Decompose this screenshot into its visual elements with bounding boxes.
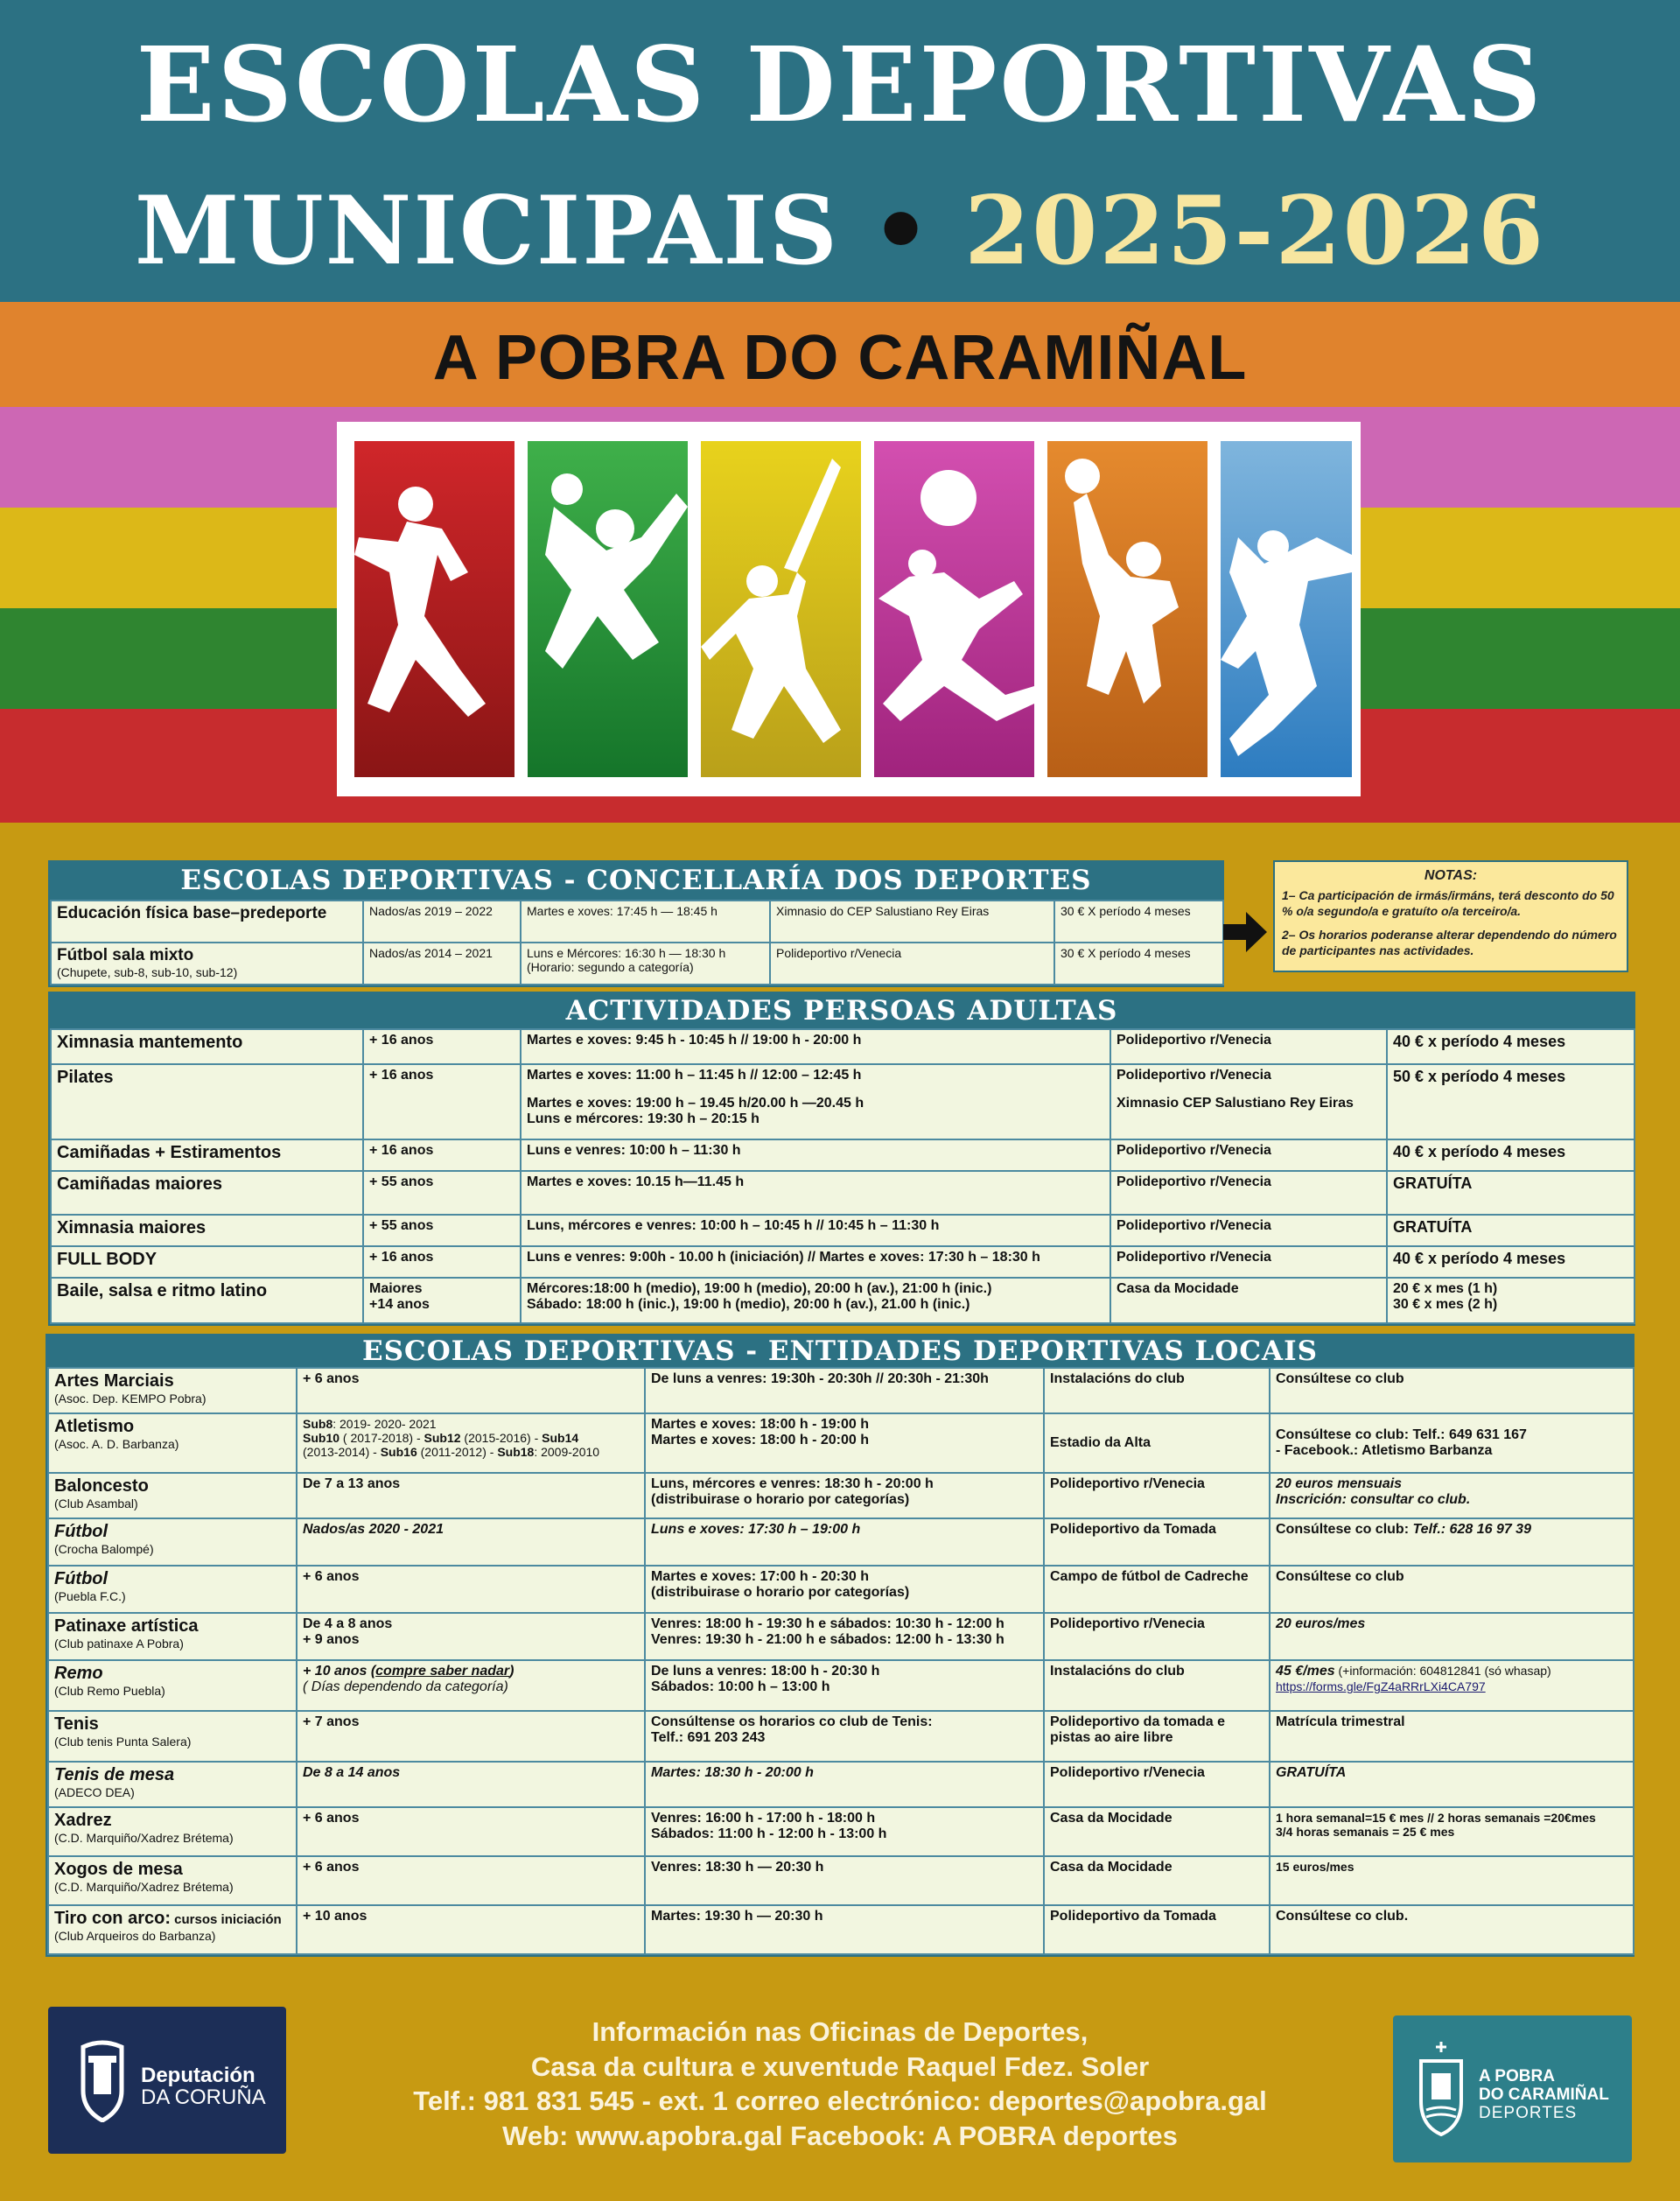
club-schedule bbox=[645, 1566, 1044, 1613]
schedule-line: Martes e xoves: 17:00 h - 20:30 h bbox=[651, 1569, 870, 1584]
deputacion-text bbox=[141, 2064, 266, 2108]
ages-line bbox=[303, 1664, 639, 1679]
schedule-line: Martes e xoves: 18:00 h - 20:00 h bbox=[651, 1433, 870, 1448]
notes-box bbox=[1273, 860, 1628, 972]
activity-name-text: Fútbol sala mixto bbox=[57, 946, 194, 964]
arrow-right-icon bbox=[1223, 912, 1267, 952]
activity-place: Polideportivo r/Venecia bbox=[770, 943, 1054, 985]
ages-value: : 2019- 2020- 2021 bbox=[332, 1417, 437, 1431]
table-row bbox=[48, 1711, 1634, 1762]
club-schedule bbox=[645, 1473, 1044, 1518]
sports-silhouettes-image bbox=[337, 422, 1361, 796]
schedule-line bbox=[527, 1083, 1104, 1096]
adult-activities-table bbox=[50, 1028, 1635, 1324]
info-price: 45 €/mes bbox=[1276, 1664, 1335, 1679]
table-row bbox=[48, 1856, 1634, 1905]
schedule-line: (distribuirase o horario por categorías) bbox=[651, 1492, 910, 1508]
place-line: Polideportivo r/Venecia bbox=[1116, 1033, 1271, 1048]
table-row bbox=[51, 943, 1223, 985]
table-row bbox=[48, 1905, 1634, 1954]
ages-line: + 9 anos bbox=[303, 1632, 360, 1648]
ages-value: (2015-2016) - bbox=[460, 1431, 542, 1446]
club-ages: De 8 a 14 anos bbox=[297, 1762, 645, 1807]
schedule-line: Luns e venres: 9:00h - 10.00 h (iniciación) // Martes e xoves: 17:30 h – 18:30 h bbox=[527, 1250, 1040, 1265]
club-name: (Puebla F.C.) bbox=[54, 1589, 126, 1603]
ages-line bbox=[303, 1445, 639, 1459]
price-line: 30 € x mes (2 h) bbox=[1393, 1297, 1498, 1312]
schedule-line: Martes e xoves: 9:45 h - 10:45 h // 19:00 h - 20:00 h bbox=[527, 1033, 862, 1048]
club-info bbox=[1270, 1413, 1634, 1473]
ages-value: : 2009-2010 bbox=[534, 1445, 600, 1460]
place-line bbox=[1116, 1083, 1381, 1096]
ages-value: (2013-2014) - bbox=[303, 1445, 381, 1460]
note-1: 1– Ca participación de irmás/irmáns, terá desconto do 50 % o/a segundo/a e gratuíto o/a terceiro/a. bbox=[1282, 888, 1614, 918]
schedule-line: Martes e xoves: 10.15 h—11.45 h bbox=[527, 1174, 745, 1189]
footer-contact-info bbox=[332, 2015, 1348, 2154]
footer-line1: Información nas Oficinas de Deportes, bbox=[592, 2016, 1088, 2047]
ages-value: (2011-2012) - bbox=[416, 1445, 498, 1460]
section-title-municipal: ESCOLAS DEPORTIVAS - CONCELLARÍA DOS DEPORTES bbox=[50, 862, 1222, 900]
activity-name: Tiro con arco: bbox=[54, 1909, 171, 1928]
info-line: - Facebook.: Atletismo Barbanza bbox=[1276, 1443, 1493, 1458]
activity-place bbox=[1110, 1215, 1387, 1246]
club-activity bbox=[48, 1413, 297, 1473]
club-activity bbox=[48, 1905, 297, 1954]
club-place: Polideportivo da Tomada bbox=[1044, 1905, 1270, 1954]
schedule-line: Martes e xoves: 18:00 h - 19:00 h bbox=[651, 1417, 870, 1432]
place-line: Polideportivo r/Venecia bbox=[1116, 1250, 1271, 1265]
activity-place bbox=[1110, 1246, 1387, 1278]
club-schedule: Martes: 19:30 h — 20:30 h bbox=[645, 1905, 1044, 1954]
price-line: GRATUÍTA bbox=[1393, 1218, 1473, 1236]
info-text: Consúltese co club: bbox=[1276, 1522, 1410, 1537]
activity-schedule bbox=[521, 1064, 1110, 1139]
schedule-line: Martes e xoves: 19:00 h – 19.45 h/20.00 h —20.45 h bbox=[527, 1096, 864, 1111]
club-activity bbox=[48, 1613, 297, 1660]
activity-price bbox=[1387, 1246, 1634, 1278]
activity-place bbox=[1110, 1064, 1387, 1139]
club-ages: + 6 anos bbox=[297, 1368, 645, 1413]
club-name: (Club Arqueiros do Barbanza) bbox=[54, 1929, 216, 1943]
place-line: Casa da Mocidade bbox=[1116, 1281, 1239, 1296]
table-row bbox=[48, 1413, 1634, 1473]
club-place: Casa da Mocidade bbox=[1044, 1856, 1270, 1905]
club-info: Matrícula trimestral bbox=[1270, 1711, 1634, 1762]
club-name: (C.D. Marquiño/Xadrez Brétema) bbox=[54, 1831, 234, 1845]
activity-place bbox=[1110, 1029, 1387, 1064]
activity-name: Patinaxe artística bbox=[54, 1616, 199, 1636]
activity-name bbox=[51, 943, 363, 985]
activity-schedule bbox=[521, 1171, 1110, 1215]
schedule-line: Luns, mércores e venres: 10:00 h – 10:45 h // 10:45 h – 11:30 h bbox=[527, 1218, 940, 1233]
coat-of-arms-icon bbox=[1416, 2040, 1466, 2138]
club-schedule: De luns a venres: 19:30h - 20:30h // 20:30h - 21:30h bbox=[645, 1368, 1044, 1413]
info-phone: Telf.: 628 16 97 39 bbox=[1412, 1522, 1531, 1537]
activity-price: 30 € X período 4 meses bbox=[1054, 901, 1223, 943]
activity-name: Baloncesto bbox=[54, 1476, 149, 1496]
schedule-line: (distribuirase o horario por categorías) bbox=[651, 1585, 910, 1601]
club-name: (Asoc. A. D. Barbanza) bbox=[54, 1437, 179, 1451]
club-info bbox=[1270, 1518, 1634, 1566]
schedule-line: Luns, mércores e venres: 18:30 h - 20:00 h bbox=[651, 1476, 934, 1491]
activity-name: Tenis de mesa bbox=[54, 1765, 175, 1784]
table-row bbox=[51, 1246, 1634, 1278]
schedule-line: Venres: 19:30 h - 21:00 h e sábados: 12:00 h - 13:30 h bbox=[651, 1632, 1004, 1648]
club-name: (Asoc. Dep. KEMPO Pobra) bbox=[54, 1391, 206, 1405]
section-title-local: ESCOLAS DEPORTIVAS - ENTIDADES DEPORTIVAS LOCAIS bbox=[47, 1335, 1633, 1367]
title-municipais: MUNICIPAIS bbox=[134, 176, 840, 286]
schedule-line: Sábados: 11:00 h - 12:00 h - 13:00 h bbox=[651, 1826, 887, 1842]
price-line: 20 € x mes (1 h) bbox=[1393, 1281, 1498, 1296]
table-row bbox=[51, 1139, 1634, 1171]
price-line: 50 € x período 4 meses bbox=[1393, 1068, 1566, 1085]
local-clubs-section bbox=[46, 1334, 1634, 1957]
table-row bbox=[48, 1566, 1634, 1613]
activity-name: Fútbol bbox=[54, 1522, 108, 1541]
activity-name: Ximnasia mantemento bbox=[51, 1029, 363, 1064]
ages-label: Sub8 bbox=[303, 1417, 333, 1431]
activity-sub: (Chupete, sub-8, sub-10, sub-12) bbox=[57, 965, 238, 979]
club-place: Estadio da Alta bbox=[1044, 1413, 1270, 1473]
activity-ages: + 55 anos bbox=[363, 1215, 521, 1246]
apobra-line2: DO CARAMIÑAL bbox=[1479, 2085, 1609, 2104]
ages-label: Sub16 bbox=[380, 1445, 417, 1460]
activity-schedule bbox=[521, 1246, 1110, 1278]
schedule-line: Sábado: 18:00 h (inic.), 19:00 h (medio), 20:00 h (av.), 21.00 h (inic.) bbox=[527, 1297, 970, 1312]
place-line: Polideportivo r/Venecia bbox=[1116, 1143, 1271, 1158]
club-activity bbox=[48, 1518, 297, 1566]
activity-ages: + 16 anos bbox=[363, 1139, 521, 1171]
info-line: 3/4 horas semanais = 25 € mes bbox=[1276, 1825, 1455, 1840]
activity-place bbox=[1110, 1278, 1387, 1323]
runner-silhouette-panel bbox=[354, 441, 514, 777]
club-name: (ADECO DEA) bbox=[54, 1785, 135, 1799]
activity-price bbox=[1387, 1171, 1634, 1215]
activity-name: Xadrez bbox=[54, 1811, 112, 1830]
club-ages: Nados/as 2020 - 2021 bbox=[297, 1518, 645, 1566]
price-line: GRATUÍTA bbox=[1393, 1174, 1473, 1192]
activity-name: Xogos de mesa bbox=[54, 1860, 183, 1879]
table-row bbox=[51, 1278, 1634, 1323]
price-line: 40 € x período 4 meses bbox=[1393, 1033, 1566, 1050]
table-row bbox=[48, 1473, 1634, 1518]
title-year: 2025-2026 bbox=[964, 176, 1546, 286]
basketball-silhouette-panel bbox=[1047, 441, 1208, 777]
activity-price bbox=[1387, 1064, 1634, 1139]
club-info: 15 euros/mes bbox=[1270, 1856, 1634, 1905]
activity-schedule bbox=[521, 1139, 1110, 1171]
activity-place bbox=[1110, 1171, 1387, 1215]
club-place: Instalacións do club bbox=[1044, 1368, 1270, 1413]
activity-schedule bbox=[521, 1278, 1110, 1323]
club-place: Polideportivo da tomada e pistas ao aire libre bbox=[1044, 1711, 1270, 1762]
club-info bbox=[1270, 1473, 1634, 1518]
club-schedule bbox=[645, 1413, 1044, 1473]
activity-ages: Nados/as 2019 – 2022 bbox=[363, 901, 521, 943]
activity-name: Camiñadas maiores bbox=[51, 1171, 363, 1215]
club-ages: + 10 anos bbox=[297, 1905, 645, 1954]
schedule-line: De luns a venres: 18:00 h - 20:30 h bbox=[651, 1664, 880, 1679]
table-row bbox=[51, 1064, 1634, 1139]
price-line: 40 € x período 4 meses bbox=[1393, 1143, 1566, 1160]
club-name: (C.D. Marquiño/Xadrez Brétema) bbox=[54, 1880, 234, 1894]
table-row bbox=[48, 1613, 1634, 1660]
price-line: 40 € x período 4 meses bbox=[1393, 1250, 1566, 1267]
activity-name: Baile, salsa e ritmo latino bbox=[51, 1278, 363, 1323]
ages-swim-note: compre saber nadar bbox=[375, 1664, 510, 1679]
club-ages: De 7 a 13 anos bbox=[297, 1473, 645, 1518]
club-schedule: Venres: 18:30 h — 20:30 h bbox=[645, 1856, 1044, 1905]
club-activity bbox=[48, 1807, 297, 1856]
club-name: (Club patinaxe A Pobra) bbox=[54, 1637, 184, 1651]
activity-name: Atletismo bbox=[54, 1417, 135, 1436]
table-row bbox=[48, 1368, 1634, 1413]
club-name: (Crocha Balompé) bbox=[54, 1542, 154, 1556]
ages-text: ) bbox=[509, 1664, 514, 1679]
deputacion-logo bbox=[48, 2007, 286, 2154]
shield-icon bbox=[76, 2038, 129, 2122]
club-info: 20 euros/mes bbox=[1270, 1613, 1634, 1660]
activity-name: Camiñadas + Estiramentos bbox=[51, 1139, 363, 1171]
schedule-line: Consúltense os horarios co club de Tenis: bbox=[651, 1714, 933, 1729]
form-link[interactable]: https://forms.gle/FgZ4aRRrLXi4CA797 bbox=[1276, 1679, 1486, 1694]
club-info: Consúltese co club. bbox=[1270, 1905, 1634, 1954]
place-line: Polideportivo r/Venecia bbox=[1116, 1218, 1271, 1233]
club-schedule bbox=[645, 1613, 1044, 1660]
ages-value: ( 2017-2018) - bbox=[340, 1431, 424, 1446]
footer-line2: Casa da cultura e xuventude Raquel Fdez. Soler bbox=[530, 2050, 1150, 2082]
activity-name: Ximnasia maiores bbox=[51, 1215, 363, 1246]
activity-schedule bbox=[521, 943, 770, 985]
info-contact: (+información: 604812841 (só whasap) bbox=[1334, 1664, 1551, 1678]
place-line: Polideportivo r/Venecia bbox=[1116, 1068, 1271, 1083]
local-clubs-table bbox=[47, 1367, 1634, 1955]
volleyball-silhouette-panel bbox=[874, 441, 1034, 777]
ages-line bbox=[303, 1431, 639, 1445]
deputacion-line2: DA CORUÑA bbox=[141, 2085, 266, 2110]
club-activity bbox=[48, 1660, 297, 1711]
deputacion-line1: Deputación bbox=[141, 2064, 256, 2087]
note-2: 2– Os horarios poderanse alterar dependendo do número de participantes nas actividades. bbox=[1282, 928, 1617, 957]
footer-line4: Web: www.apobra.gal Facebook: A POBRA deportes bbox=[502, 2120, 1178, 2152]
schedule-line: (Horario: segundo a categoría) bbox=[527, 960, 694, 974]
page-title-line1: ESCOLAS DEPORTIVAS bbox=[136, 24, 1544, 145]
club-ages bbox=[297, 1613, 645, 1660]
info-line bbox=[1276, 1664, 1628, 1679]
apobra-deportes-logo bbox=[1393, 2015, 1632, 2162]
schedule-line: Luns e Mércores: 16:30 h — 18:30 h bbox=[527, 946, 726, 960]
club-info bbox=[1270, 1807, 1634, 1856]
tennis-silhouette-panel bbox=[701, 441, 861, 777]
activity-schedule: Martes e xoves: 17:45 h — 18:45 h bbox=[521, 901, 770, 943]
club-name: (Club Remo Puebla) bbox=[54, 1684, 165, 1698]
club-ages: + 6 anos bbox=[297, 1566, 645, 1613]
schedule-line: Sábados: 10:00 h – 13:00 h bbox=[651, 1679, 830, 1695]
place-line: Polideportivo r/Venecia bbox=[1116, 1174, 1271, 1189]
schedule-line: Martes e xoves: 11:00 h – 11:45 h // 12:00 – 12:45 h bbox=[527, 1068, 862, 1083]
activity-ages: + 16 anos bbox=[363, 1064, 521, 1139]
activity-name: Fútbol bbox=[54, 1569, 108, 1588]
activity-name: Educación física base–predeporte bbox=[51, 901, 363, 943]
club-place: Instalacións do club bbox=[1044, 1660, 1270, 1711]
club-place: Casa da Mocidade bbox=[1044, 1807, 1270, 1856]
schedule-line: Mércores:18:00 h (medio), 19:00 h (medio), 20:00 h (av.), 21:00 h (inic.) bbox=[527, 1281, 992, 1296]
club-place: Polideportivo da Tomada bbox=[1044, 1518, 1270, 1566]
club-schedule bbox=[645, 1660, 1044, 1711]
activity-price bbox=[1387, 1139, 1634, 1171]
activity-price: 30 € X período 4 meses bbox=[1054, 943, 1223, 985]
club-activity bbox=[48, 1473, 297, 1518]
title-dot: • bbox=[871, 176, 934, 286]
activity-price bbox=[1387, 1029, 1634, 1064]
info-line: 20 euros mensuais bbox=[1276, 1476, 1403, 1491]
page-title-line2 bbox=[0, 176, 1680, 286]
club-name: (Club Asambal) bbox=[54, 1497, 138, 1511]
activity-place bbox=[1110, 1139, 1387, 1171]
activity-ages: + 55 anos bbox=[363, 1171, 521, 1215]
apobra-line3: DEPORTES bbox=[1479, 2103, 1578, 2122]
club-schedule: Luns e xoves: 17:30 h – 19:00 h bbox=[645, 1518, 1044, 1566]
table-row bbox=[51, 901, 1223, 943]
soccer-silhouette-panel bbox=[528, 441, 688, 777]
town-name: A POBRA DO CARAMIÑAL bbox=[432, 323, 1248, 393]
place-line: Ximnasio CEP Salustiano Rey Eiras bbox=[1116, 1096, 1354, 1111]
club-info: GRATUÍTA bbox=[1270, 1762, 1634, 1807]
municipal-schools-table bbox=[50, 900, 1224, 985]
activity-name: FULL BODY bbox=[51, 1246, 363, 1278]
club-activity bbox=[48, 1856, 297, 1905]
club-info: Consúltese co club bbox=[1270, 1566, 1634, 1613]
ages-label: Sub14 bbox=[542, 1431, 579, 1446]
ages-label: Sub12 bbox=[424, 1431, 461, 1446]
activity-schedule bbox=[521, 1215, 1110, 1246]
activity-name-suffix: cursos iniciación bbox=[171, 1912, 282, 1927]
schedule-line: Venres: 18:00 h - 19:30 h e sábados: 10:30 h - 12:00 h bbox=[651, 1616, 1004, 1631]
apobra-line1: A POBRA bbox=[1479, 2067, 1555, 2085]
club-place: Polideportivo r/Venecia bbox=[1044, 1473, 1270, 1518]
notes-title: NOTAS: bbox=[1424, 868, 1478, 883]
club-activity bbox=[48, 1711, 297, 1762]
activity-ages: + 16 anos bbox=[363, 1029, 521, 1064]
activity-name: Tenis bbox=[54, 1714, 99, 1734]
activity-ages: Nados/as 2014 – 2021 bbox=[363, 943, 521, 985]
info-line: Inscrición: consultar co club. bbox=[1276, 1492, 1471, 1508]
club-ages: + 7 anos bbox=[297, 1711, 645, 1762]
table-row bbox=[48, 1660, 1634, 1711]
club-place: Campo de fútbol de Cadreche bbox=[1044, 1566, 1270, 1613]
info-line: 1 hora semanal=15 € mes // 2 horas semanais =20€mes bbox=[1276, 1811, 1596, 1825]
table-row bbox=[51, 1171, 1634, 1215]
ages-line bbox=[303, 1417, 639, 1431]
table-row bbox=[48, 1807, 1634, 1856]
club-schedule bbox=[645, 1807, 1044, 1856]
info-line: Consúltese co club: Telf.: 649 631 167 bbox=[1276, 1426, 1527, 1442]
footer-line3: Telf.: 981 831 545 - ext. 1 correo electrónico: deportes@apobra.gal bbox=[413, 2085, 1267, 2117]
club-info bbox=[1270, 1660, 1634, 1711]
table-row bbox=[48, 1762, 1634, 1807]
schedule-line: Luns e venres: 10:00 h – 11:30 h bbox=[527, 1143, 741, 1158]
schedule-line: Telf.: 691 203 243 bbox=[651, 1730, 766, 1746]
schedule-line: Luns e mércores: 19:30 h – 20:15 h bbox=[527, 1111, 760, 1126]
club-activity bbox=[48, 1368, 297, 1413]
club-ages bbox=[297, 1413, 645, 1473]
club-place: Polideportivo r/Venecia bbox=[1044, 1762, 1270, 1807]
ages-label: Sub10 bbox=[303, 1431, 340, 1446]
activity-price bbox=[1387, 1278, 1634, 1323]
apobra-text bbox=[1479, 2068, 1609, 2123]
club-place: Polideportivo r/Venecia bbox=[1044, 1613, 1270, 1660]
activity-name: Artes Marciais bbox=[54, 1371, 174, 1391]
club-ages: + 6 anos bbox=[297, 1807, 645, 1856]
adult-activities-section bbox=[48, 992, 1635, 1326]
table-row bbox=[51, 1029, 1634, 1064]
handball-silhouette-panel bbox=[1221, 441, 1352, 777]
ages-line: De 4 a 8 anos bbox=[303, 1616, 393, 1631]
activity-name: Remo bbox=[54, 1664, 103, 1683]
schedule-line: Venres: 16:00 h - 17:00 h - 18:00 h bbox=[651, 1811, 876, 1826]
ages-label: Sub18 bbox=[497, 1445, 535, 1460]
section-title-adults: ACTIVIDADES PERSOAS ADULTAS bbox=[50, 993, 1634, 1028]
ages-line: ( Días dependendo da categoría) bbox=[303, 1679, 508, 1695]
club-info: Consúltese co club bbox=[1270, 1368, 1634, 1413]
ages-text: + 10 anos ( bbox=[303, 1664, 376, 1679]
club-schedule bbox=[645, 1711, 1044, 1762]
activity-ages: Maiores +14 anos bbox=[363, 1278, 521, 1323]
club-activity bbox=[48, 1762, 297, 1807]
activity-price bbox=[1387, 1215, 1634, 1246]
activity-ages: + 16 anos bbox=[363, 1246, 521, 1278]
club-schedule: Martes: 18:30 h - 20:00 h bbox=[645, 1762, 1044, 1807]
club-name: (Club tenis Punta Salera) bbox=[54, 1735, 192, 1749]
activity-schedule bbox=[521, 1029, 1110, 1064]
club-ages bbox=[297, 1660, 645, 1711]
club-activity bbox=[48, 1566, 297, 1613]
table-row bbox=[51, 1215, 1634, 1246]
club-ages: + 6 anos bbox=[297, 1856, 645, 1905]
municipal-schools-section bbox=[48, 860, 1224, 987]
table-row bbox=[48, 1518, 1634, 1566]
activity-place: Ximnasio do CEP Salustiano Rey Eiras bbox=[770, 901, 1054, 943]
activity-name: Pilates bbox=[51, 1064, 363, 1139]
